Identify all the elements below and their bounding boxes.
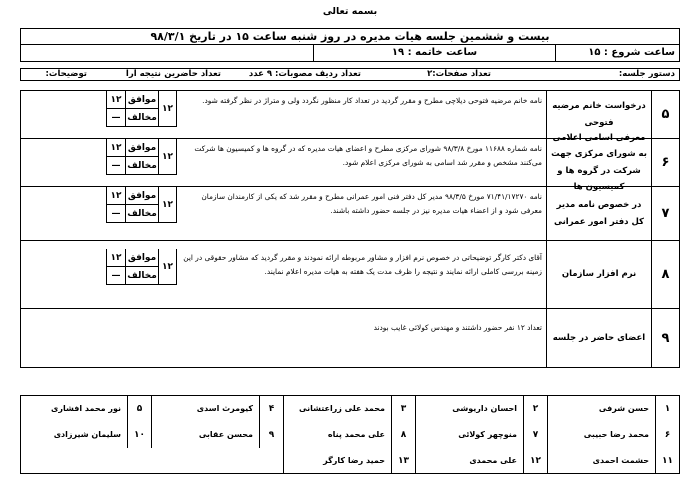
vote-block bbox=[21, 187, 177, 223]
attendee bbox=[547, 422, 679, 448]
agenda-row bbox=[21, 133, 679, 192]
attendee-name: علی محمد پناه bbox=[283, 422, 391, 448]
row-description: نامه خانم مرضیه فتوحی دیلاچی مطرح و مقرر گردید در تعداد کار منظور نگردد ولی و متراژ در نظر گرفته شود. bbox=[202, 96, 542, 105]
row-number: ۸ bbox=[651, 241, 679, 308]
attendee bbox=[283, 448, 415, 474]
attendee bbox=[151, 422, 283, 448]
agenda-row bbox=[21, 309, 679, 367]
agree-count: ۱۲ bbox=[106, 91, 125, 109]
attendee bbox=[547, 448, 679, 474]
attendee-number: ۲ bbox=[523, 396, 547, 422]
attendee-number: ۳ bbox=[391, 396, 415, 422]
agree-label: موافق bbox=[125, 139, 158, 157]
vote-result-label: نتیجه آرا bbox=[125, 69, 161, 79]
vote-block bbox=[21, 249, 177, 285]
attendees-table bbox=[20, 395, 680, 474]
present-count: ۱۲ bbox=[158, 187, 177, 223]
attendee-number: ۱۱ bbox=[655, 448, 679, 474]
notes-label: توضیحات: bbox=[45, 69, 87, 79]
oppose-label: مخالف bbox=[125, 267, 158, 285]
attendee-number: ۴ bbox=[259, 396, 283, 422]
row-description: تعداد ۱۲ نفر حضور داشتند و مهندس کولائی غایب بودند bbox=[373, 323, 542, 332]
attendee-column bbox=[283, 396, 415, 473]
start-time: ساعت شروع : ۱۵ bbox=[555, 45, 679, 61]
oppose-count: — bbox=[106, 109, 125, 127]
row-number: ۵ bbox=[651, 91, 679, 138]
agenda-row bbox=[21, 187, 679, 241]
agenda-table bbox=[20, 90, 680, 368]
attendee-name: احسان داریوشی bbox=[415, 396, 523, 422]
info-bar bbox=[20, 68, 680, 81]
attendee bbox=[415, 448, 547, 474]
basmala-heading: بسمه تعالی bbox=[322, 6, 378, 17]
attendee-name: محسن عقابی bbox=[151, 422, 259, 448]
present-count: ۱۲ bbox=[158, 139, 177, 175]
resolutions-count: تعداد ردیف مصوبات: ۹ عدد bbox=[248, 69, 361, 79]
vote-block bbox=[21, 91, 177, 127]
attendee-number: ۱۲ bbox=[523, 448, 547, 474]
agree-label: موافق bbox=[125, 91, 158, 109]
attendee bbox=[19, 396, 151, 422]
meeting-title: بیست و ششمین جلسه هیات مدیره در روز شنبه ساعت ۱۵ در تاریخ ۹۸/۳/۱ bbox=[21, 29, 679, 45]
attendee bbox=[151, 396, 283, 422]
attendee-number: ۱۰ bbox=[127, 422, 151, 448]
row-subject: نرم افزار سازمان bbox=[546, 241, 651, 308]
attendee bbox=[283, 396, 415, 422]
attendee-name: محمد علی زراعتشانی bbox=[283, 396, 391, 422]
attendee-name: کیومرث اسدی bbox=[151, 396, 259, 422]
vote-block bbox=[21, 139, 177, 175]
attendee-column bbox=[415, 396, 547, 473]
agree-label: موافق bbox=[125, 249, 158, 267]
attendee-name: حشمت احمدی bbox=[547, 448, 655, 474]
row-description: نامه ۷۱/۴۱/۱۷۲۷۰ مورخ ۹۸/۳/۵ مدیر کل دفتر فنی امور عمرانی مطرح و مقرر شد که یکی از کارمندان سازمان معرفی شود و از اعضاء هیات مدیره نیز در جلسه حضور داشته باشند. bbox=[201, 192, 542, 216]
attendee-name: علی محمدی bbox=[415, 448, 523, 474]
row-subject: معرفی اسامی اعلامی به شورای مرکزی جهت شرکت در گروه ها و کمیسیون ها bbox=[546, 139, 651, 186]
attendee-number: ۹ bbox=[259, 422, 283, 448]
attendee-column bbox=[19, 396, 151, 473]
attendee bbox=[547, 396, 679, 422]
row-subject: اعضای حاضر در جلسه bbox=[546, 309, 651, 367]
attendee-column bbox=[547, 396, 679, 473]
agree-label: موافق bbox=[125, 187, 158, 205]
attendee-number: ۷ bbox=[523, 422, 547, 448]
attendee-number: ۱۳ bbox=[391, 448, 415, 474]
pages-count: تعداد صفحات:۲ bbox=[427, 69, 491, 79]
oppose-label: مخالف bbox=[125, 157, 158, 175]
oppose-count: — bbox=[106, 157, 125, 175]
present-count: ۱۲ bbox=[158, 91, 177, 127]
attendee bbox=[283, 422, 415, 448]
attendee-name: محمد رضا حبیبی bbox=[547, 422, 655, 448]
attendee-number: ۵ bbox=[127, 396, 151, 422]
agree-count: ۱۲ bbox=[106, 139, 125, 157]
oppose-count: — bbox=[106, 205, 125, 223]
agenda-row bbox=[21, 241, 679, 309]
agree-count: ۱۲ bbox=[106, 249, 125, 267]
attendee bbox=[415, 422, 547, 448]
attendee-number: ۸ bbox=[391, 422, 415, 448]
present-count-label: تعداد حاضرین bbox=[164, 69, 221, 79]
meeting-times-row bbox=[21, 45, 679, 61]
attendee-name: منوچهر کولائی bbox=[415, 422, 523, 448]
agree-count: ۱۲ bbox=[106, 187, 125, 205]
oppose-label: مخالف bbox=[125, 109, 158, 127]
attendee-column bbox=[151, 396, 283, 473]
oppose-label: مخالف bbox=[125, 205, 158, 223]
present-count: ۱۲ bbox=[158, 249, 177, 285]
row-number: ۶ bbox=[651, 139, 679, 186]
attendee bbox=[415, 396, 547, 422]
attendee-number: ۶ bbox=[655, 422, 679, 448]
row-description: آقای دکتر کارگر توضیحاتی در خصوص نرم افزار و مشاور مربوطه ارائه نمودند و مقرر گردید که مشاور حقوقی در این زمینه بررسی کاملی ارائه نمایند و نتیجه را ظرف مدت یک هفته به هیات مدیره اعلام نمایند. bbox=[183, 253, 542, 277]
attendee-name: سلیمان شیرزادی bbox=[53, 430, 121, 440]
attendee-name: نور محمد افشاری bbox=[51, 404, 121, 414]
row-subject: درخواست خانم مرضیه فتوحی bbox=[546, 91, 651, 138]
end-time: ساعت خاتمه : ۱۹ bbox=[313, 45, 555, 61]
agenda-label: دستور جلسه: bbox=[618, 69, 675, 79]
oppose-count: — bbox=[106, 267, 125, 285]
row-number: ۷ bbox=[651, 187, 679, 240]
attendee-number: ۱ bbox=[655, 396, 679, 422]
attendee-name: حسن شرفی bbox=[547, 396, 655, 422]
attendee bbox=[19, 422, 151, 448]
row-number: ۹ bbox=[651, 309, 679, 367]
meeting-header bbox=[20, 28, 680, 62]
row-description: نامه شماره ۱۱۶۸۸ مورخ ۹۸/۳/۸ شورای مرکزی مطرح و اعضای هیات مدیره که در گروه ها و کمیسیون ها شرکت می‌کنند مشخص و مقرر شد اسامی به شورای مرکزی اعلام شود. bbox=[194, 144, 542, 168]
row-subject: در خصوص نامه مدیر کل دفتر امور عمرانی bbox=[546, 187, 651, 240]
attendee-name: حمید رضا کارگر bbox=[283, 448, 391, 474]
